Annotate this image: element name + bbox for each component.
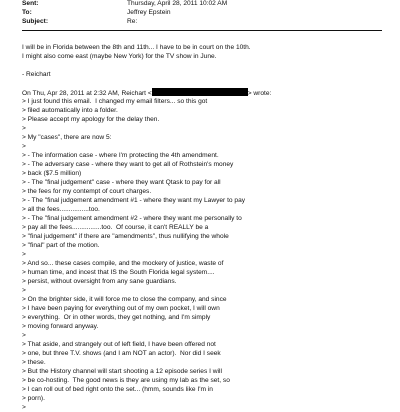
quote-header-suffix: > wrote: <box>247 90 272 97</box>
body-line <box>22 79 392 88</box>
body-line: > human time, and incest that IS the South Florida legal system.... <box>22 269 215 276</box>
quote-header-line <box>22 88 392 97</box>
header-divider <box>22 30 382 31</box>
body-line: > all the fees................too. <box>22 206 100 213</box>
body-line: > filed automatically into a folder. <box>22 107 118 114</box>
body-line: > On the brighter side, it will force me to close the company, and since <box>22 296 227 303</box>
body-line: > <box>22 125 26 132</box>
body-line: - Reichart <box>22 71 51 78</box>
quote-header-prefix: On Thu, Apr 28, 2011 at 2:32 AM, Reichart < <box>22 90 152 97</box>
body-line: > "final judgement" if there are "amendments", thus nullifying the whole <box>22 233 229 240</box>
body-line: > moving forward anyway. <box>22 323 99 330</box>
body-line: I might also come east (maybe New York) for the TV show in June. <box>22 53 217 60</box>
body-line: > - The "final judgement" case - where they want Qtask to pay for all <box>22 179 221 186</box>
body-line: I will be in Florida between the 8th and 11th... I have to be in court on the 10th. <box>22 44 251 51</box>
body-line: > And so... these cases compile, and the mockery of justice, waste of <box>22 260 224 267</box>
body-line: > I can roll out of bed right onto the set... (hmm, sounds like I'm in <box>22 386 213 393</box>
body-line: > Please accept my apology for the delay then. <box>22 116 160 123</box>
body-line: > I have been paying for everything out of my own pocket, I will own <box>22 305 220 312</box>
body-line: > these. <box>22 359 46 366</box>
body-line: > - The "final judgement amendment #2 - where they want me personally to <box>22 215 242 222</box>
body-line: > one, but three T.V. shows (and I am NOT an actor). Nor did I seek <box>22 350 221 357</box>
body-line: > the fees for my contempt of court charges. <box>22 188 152 195</box>
body-line: > porn). <box>22 395 45 402</box>
body-line: > But the History channel will start shooting a 12 episode series I will <box>22 368 222 375</box>
body-line: > - The adversary case - where they want to get all of Rothstein's money <box>22 161 234 168</box>
body-line: > That aside, and strangely out of left field, I have been offered not <box>22 341 216 348</box>
email-body <box>22 43 392 412</box>
body-line: > <box>22 332 26 339</box>
body-line: > <box>22 143 26 150</box>
body-line: > <box>22 251 26 258</box>
body-line: > "final" part of the motion. <box>22 242 100 249</box>
body-line: > be co-hosting. The good news is they are using my lab as the set, so <box>22 377 230 384</box>
body-line: > - The "final judgement amendment #1 - where they want my Lawyer to pay <box>22 197 246 204</box>
body-line: > persist, without oversight from any sane guardians. <box>22 278 177 285</box>
to-value: Jeffrey Epstein <box>127 9 171 16</box>
to-label: To: <box>22 9 32 16</box>
body-line: > pay all the fees................too. Of course, it can't REALLY be a <box>22 224 209 231</box>
body-line: > everything. Or in other words, they get nothing, and I'm simply <box>22 314 211 321</box>
body-line: > back ($7.5 million) <box>22 170 82 177</box>
body-line <box>22 61 392 70</box>
subject-value: Re: <box>127 18 138 25</box>
body-line: > My "cases", there are now 5: <box>22 134 112 141</box>
body-line: > <box>22 287 26 294</box>
body-line: > I just found this email. I changed my email filters... so this got <box>22 98 208 105</box>
redacted-email-block <box>152 88 248 96</box>
body-line: > <box>22 404 26 411</box>
body-line: > - The information case - where I'm protecting the 4th amendment. <box>22 152 219 159</box>
sent-value: Thursday, April 28, 2011 10:02 AM <box>127 0 228 7</box>
sent-label: Sent: <box>22 0 39 7</box>
subject-label: Subject: <box>22 18 49 25</box>
